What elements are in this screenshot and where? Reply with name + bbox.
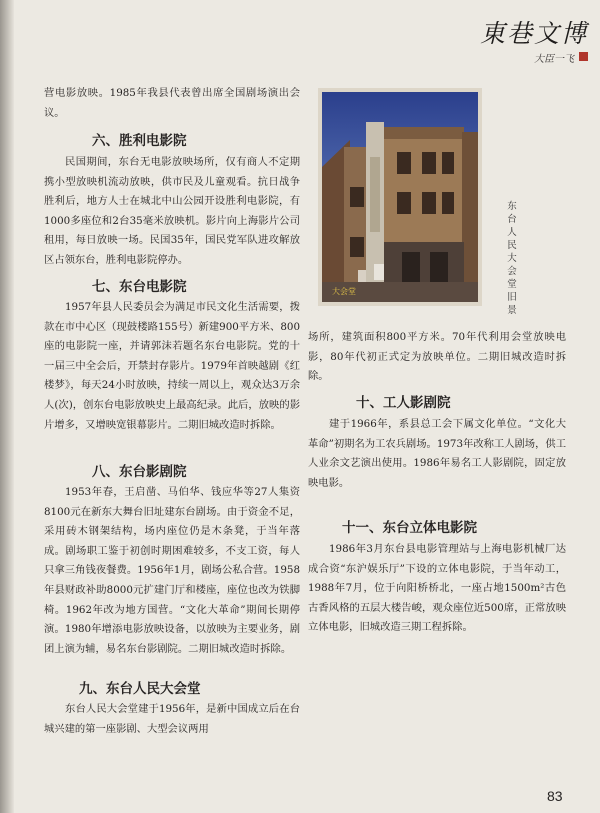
book-spine-shadow [0,0,14,813]
paragraph-people-hall: 东台人民大会堂建于1956年，是新中国成立后在台城兴建的第一座影剧、大型会议两用 [44,703,300,735]
masthead-title: 東巷文博 [479,19,588,48]
photo-caption [505,200,519,317]
masthead [468,14,588,74]
paragraph-shengli-cinema: 民国期间，东台无电影放映场所，仅有商人不定期携小型放映机流动放映，供市民及儿童观看。抗日战争胜利后，地方人士在城北中山公园开设胜利电影院，有1000多座位和2台35毫米放映机。影片向上海影片公司租用，每日放映一场。民国35年，国民党军队进攻解放区占领东台，胜利电影院停办。 [44,156,300,266]
heading-shengli-cinema: 六、胜利电影院 [92,133,187,149]
paragraph-intro: 营电影放映。1985年我县代表曾出席全国剧场演出会议。 [44,87,300,119]
masthead-signature: 大臣一飞 [534,54,574,65]
heading-people-hall: 九、东台人民大会堂 [79,681,201,697]
red-seal-icon [579,52,588,61]
photo-sign-text: 大会堂 [332,287,356,296]
heading-3d-cinema: 十一、东台立体电影院 [342,520,477,536]
paragraph-people-hall-cont: 场所，建筑面积800平方米。70年代利用会堂放映电影，80年代初正式定为放映单位。二期旧城改造时拆除。 [308,331,566,383]
heading-dongtai-theatre: 八、东台影剧院 [92,464,187,480]
page-number: 83 [547,788,563,804]
paragraph-workers-theatre: 建于1966年，系县总工会下属文化单位。“文化大革命”初期名为工农兵剧场。1973年改称工人剧场，供工人业余文艺演出使用。1986年易名工人影剧院，固定放映电影。 [308,418,566,489]
paragraph-dongtai-cinema: 1957年县人民委员会为满足市民文化生活需要，拨款在市中心区（现鼓楼路155号）新建900平方米、800座的电影院一座，并请郭沫若题名东台电影院。党的十一届三中全会后，开禁封存影片。1979年首映越剧《红楼梦》，每天24小时放映，持续一周以上，观众达3万余人(次)，创东台电影放映史上最高纪录。此后，放映的影片增多，又增映宽银幕影片。二期旧城改造时拆除。 [44,301,300,431]
heading-workers-theatre: 十、工人影剧院 [356,395,451,411]
people-hall-photo [322,92,478,302]
photo-caption-text: 东台人民大会堂旧景 [507,201,517,316]
paragraph-3d-cinema: 1986年3月东台县电影管理站与上海电影机械厂达成合资“东沪娱乐厅”下设的立体电影院，于当年动工，1988年7月，位于向阳桥桥北，一座占地1500m²古色古香风格的五层大楼告峻，观众座位近500席，正常放映立体电影，旧城改造三期工程拆除。 [308,543,566,634]
paragraph-dongtai-theatre: 1953年春，王启凿、马伯华、钱应华等27人集资8100元在新东大舞台旧址建东台剧场。由于资金不足，采用砖木钢架结构，场内座位仍是木条凳，于当年落成。剧场职工鉴于初创时期困难较多，不支工资，每人只拿三角钱夜餐费。1956年1月，剧场公私合营。1958年县财政补助8000元扩建门厅和楼座，座位也改为铁脚椅。1962年改为地方国营。“文化大革命”期间长期停演。1980年增添电影放映设备，以放映为主要业务，剧团上演为辅，易名东台影剧院。二期旧城改造时拆除。 [44,486,300,655]
heading-dongtai-cinema: 七、东台电影院 [92,279,187,295]
